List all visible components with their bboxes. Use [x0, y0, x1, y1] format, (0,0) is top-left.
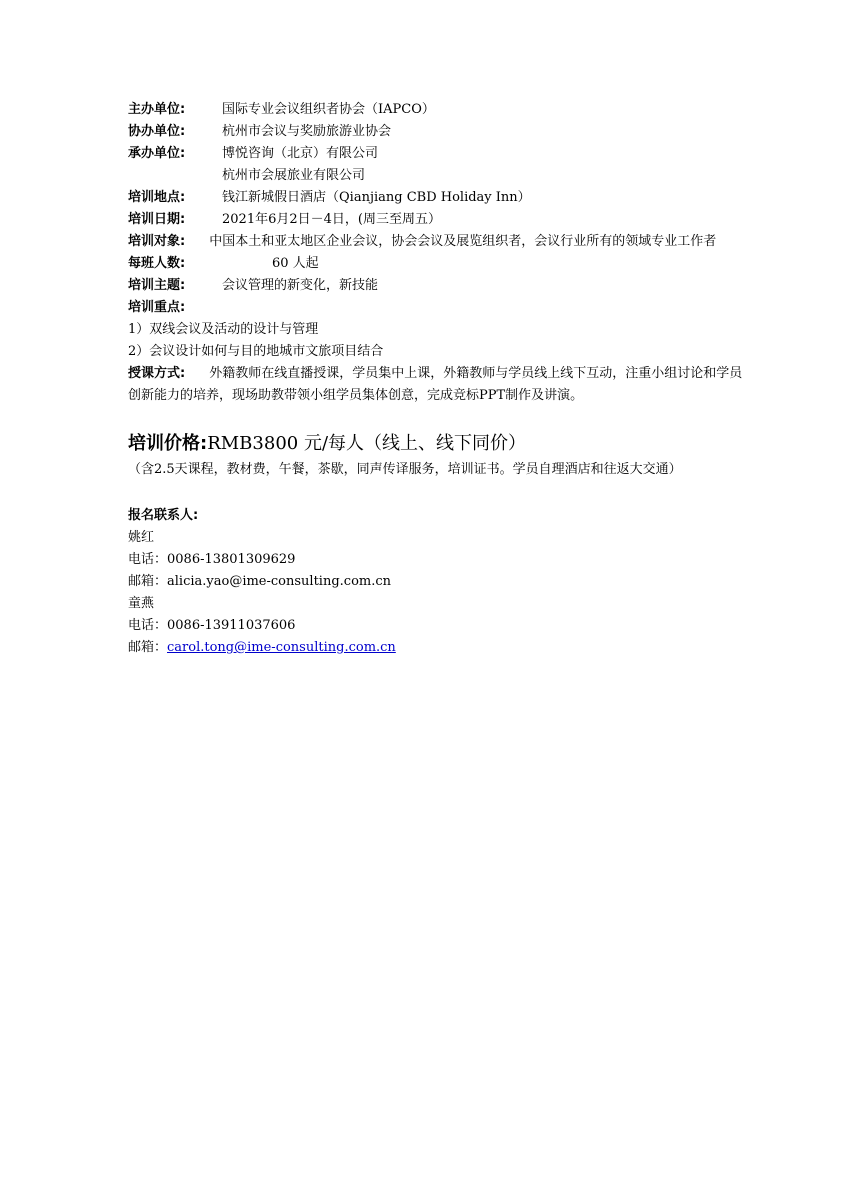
- organizer-value: 博悦咨询（北京）有限公司: [222, 146, 379, 161]
- price-line: [128, 429, 748, 459]
- co-host-label: 协办单位:: [128, 124, 186, 139]
- contact-name: 姚红: [128, 530, 155, 545]
- theme-value: 会议管理的新变化，新技能: [222, 278, 379, 293]
- contact-email-label: 邮箱：: [128, 574, 168, 589]
- dates-row: [128, 209, 748, 231]
- organizer-row-2: [128, 165, 748, 187]
- contact-email-label: 邮箱：: [128, 640, 168, 655]
- price-label: 培训价格:: [128, 433, 208, 454]
- organizer-row: [128, 143, 748, 165]
- method-label: 授课方式:: [128, 366, 186, 381]
- contact-name: 童燕: [128, 596, 155, 611]
- price-note: （含2.5天课程，教材费，午餐，茶歇，同声传译服务，培训证书。学员自理酒店和往返大交通）: [128, 462, 682, 477]
- contact-email: alicia.yao@ime-consulting.com.cn: [167, 574, 392, 589]
- contact-email-row: [128, 571, 748, 593]
- contacts-heading: 报名联系人:: [128, 508, 199, 523]
- audience-paragraph: [128, 231, 748, 253]
- class-size-label: 每班人数:: [128, 256, 186, 271]
- venue-row: [128, 187, 748, 209]
- contact-email-row: [128, 637, 748, 659]
- contact-email-link[interactable]: carol.tong@ime-consulting.com.cn: [167, 640, 396, 655]
- audience-label: 培训对象:: [128, 234, 186, 249]
- focus-item-2: 2）会议设计如何与目的地城市文旅项目结合: [128, 344, 384, 359]
- method-paragraph: [128, 363, 748, 407]
- method-value: 外籍教师在线直播授课，学员集中上课，外籍教师与学员线上线下互动，注重小组讨论和学员创新能力的培养，现场助教带领小组学员集体创意，完成竞标PPT制作及讲演。: [128, 366, 743, 403]
- theme-row: [128, 275, 748, 297]
- focus-row: [128, 297, 748, 319]
- host-row: [128, 99, 748, 121]
- organizer-value-2: 杭州市会展旅业有限公司: [222, 168, 366, 183]
- focus-item-1: 1）双线会议及活动的设计与管理: [128, 322, 319, 337]
- co-host-value: 杭州市会议与奖励旅游业协会: [222, 124, 392, 139]
- focus-item: [128, 341, 748, 363]
- theme-label: 培训主题:: [128, 278, 186, 293]
- host-value: 国际专业会议组织者协会（IAPCO）: [222, 102, 435, 117]
- venue-label: 培训地点:: [128, 190, 186, 205]
- co-host-row: [128, 121, 748, 143]
- audience-value: 中国本土和亚太地区企业会议，协会会议及展览组织者，会议行业所有的领域专业工作者: [209, 234, 717, 249]
- class-size-row: [128, 253, 748, 275]
- document-page: [128, 99, 748, 659]
- focus-label: 培训重点:: [128, 300, 186, 315]
- contact-phone: 电话：0086-13911037606: [128, 618, 296, 633]
- dates-label: 培训日期:: [128, 212, 186, 227]
- contact-phone: 电话：0086-13801309629: [128, 552, 296, 567]
- venue-value: 钱江新城假日酒店（Qianjiang CBD Holiday Inn）: [222, 190, 531, 205]
- class-size-value: 60 人起: [272, 256, 319, 271]
- price-value: RMB3800 元/每人（线上、线下同价）: [207, 433, 527, 454]
- focus-item: [128, 319, 748, 341]
- organizer-label: 承办单位:: [128, 146, 186, 161]
- host-label: 主办单位:: [128, 102, 186, 117]
- dates-value: 2021年6月2日－4日，(周三至周五）: [222, 212, 441, 227]
